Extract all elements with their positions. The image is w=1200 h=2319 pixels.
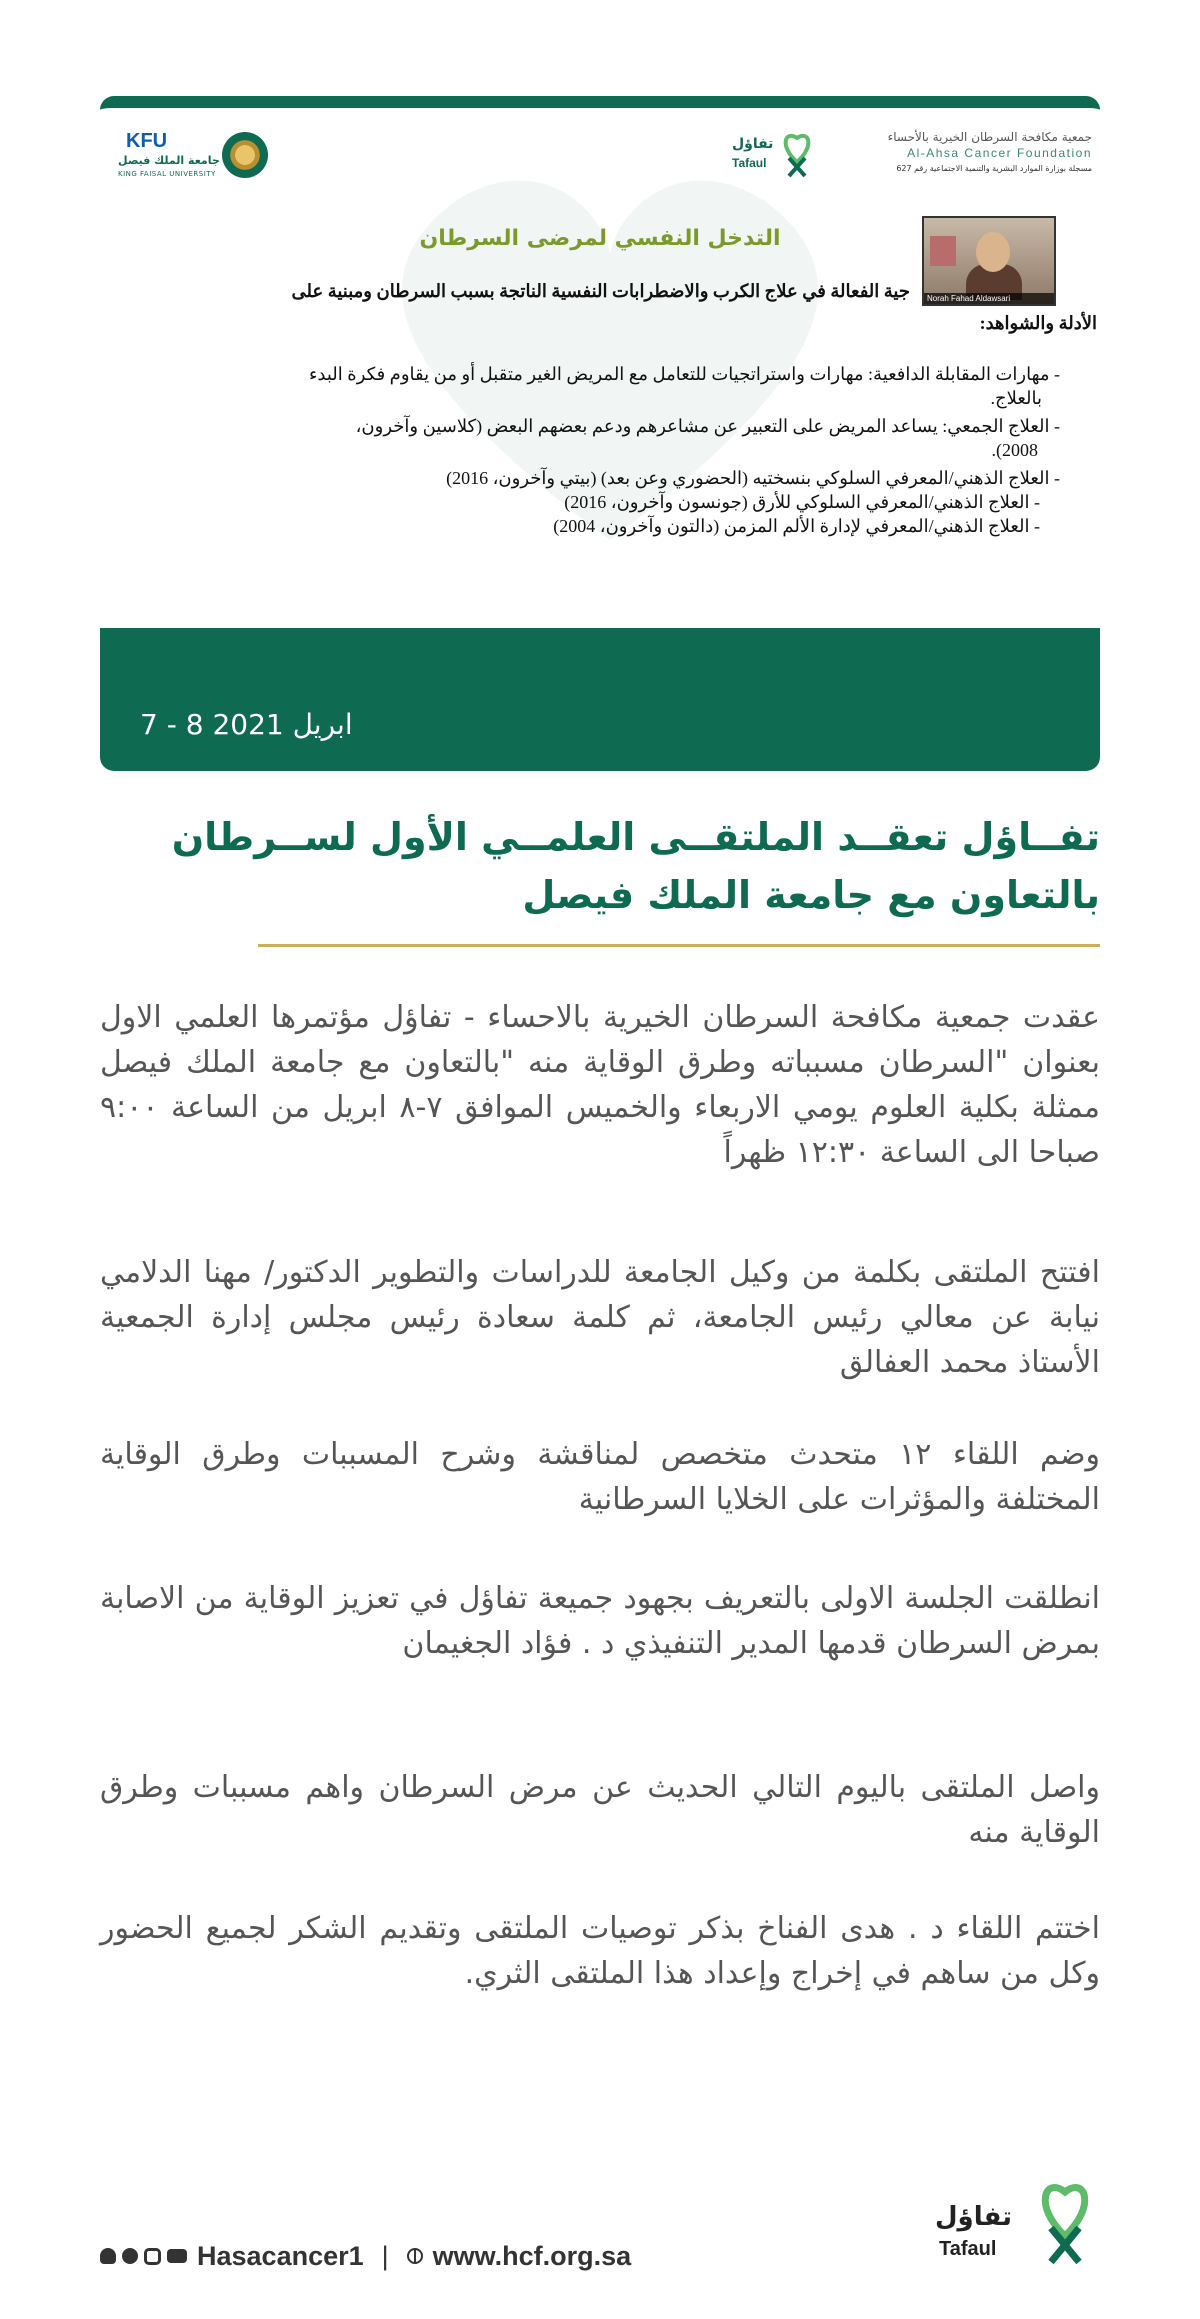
slide-title: التدخل النفسي لمرضى السرطان — [419, 226, 781, 251]
hcf-logo — [732, 128, 1092, 198]
snapchat-icon[interactable] — [100, 2248, 116, 2264]
bullet-item: - مهارات المقابلة الدافعية: مهارات واستراتجيات للتعامل مع المريض الغير متقبل أو من يقاوم فكرة البدء — [308, 364, 1060, 384]
bullet-item-continuation: بالعلاج. — [990, 388, 1042, 408]
footer-logo-arabic: تفاؤل — [935, 2202, 1012, 2232]
hcf-tafaul-english: Tafaul — [732, 156, 767, 170]
footer-separator: | — [381, 2240, 389, 2271]
hcf-tafaul-arabic: تفاؤل — [732, 136, 774, 152]
website-link[interactable]: www.hcf.org.sa — [432, 2240, 632, 2271]
article-headline-line-1: تفــاؤل تعقــد الملتقــى العلمــي الأول لســرطان — [171, 815, 1100, 859]
slide-intro-line-2: الأدلة والشواهد: — [979, 313, 1097, 333]
footer-logo-english: Tafaul — [939, 2238, 997, 2260]
instagram-icon[interactable] — [144, 2248, 161, 2265]
article-paragraph: وضم اللقاء ١٢ متحدث متخصص لمناقشة وشرح المسببات وطرق الوقاية المختلفة والمؤثرات على الخلايا السرطانية — [100, 1437, 1100, 1517]
bullet-item: - العلاج الذهني/المعرفي لإدارة الألم المزمن (دالتون وآخرون، 2004) — [553, 516, 1040, 536]
article-headline-line-2: بالتعاون مع جامعة الملك فيصل — [522, 873, 1100, 917]
slide-date-band — [100, 628, 1100, 771]
webinar-slide — [100, 96, 1100, 771]
kfu-name-english: KING FAISAL UNIVERSITY — [118, 170, 216, 178]
slide-intro-line: جية الفعالة في علاج الكرب والاضطرابات النفسية الناتجة بسبب السرطان ومبنية على — [291, 281, 910, 301]
bullet-item-continuation: 2008). — [991, 440, 1038, 460]
article-paragraph: اختتم اللقاء د . هدى الفناخ بذكر توصيات الملتقى وتقديم الشكر لجميع الحضور وكل من ساهم في إخراج وإعداد هذا الملتقى الثري. — [100, 1911, 1100, 1991]
speaker-name-label: Norah Fahad Aldawsari — [924, 293, 1054, 304]
hcf-name-english: Al-Ahsa Cancer Foundation — [907, 146, 1092, 160]
ribbon-icon — [777, 132, 817, 178]
article-paragraph: عقدت جمعية مكافحة السرطان الخيرية بالاحساء - تفاؤل مؤتمرها العلمي الاول بعنوان "السرطان مسبباته وطرق الوقاية منه "بالتعاون مع جامعة الملك فيصل ممثلة بكلية العلوم يومي الاربعاء والخميس الموافق ٧-٨ ابريل من الساعة ٩:٠٠ صباحا الى الساعة ١٢:٣٠ ظهراً — [100, 1000, 1100, 1170]
kfu-logo — [118, 128, 268, 198]
kfu-seal-icon — [222, 132, 268, 178]
speaker-avatar — [976, 232, 1010, 272]
footer-tafaul-logo — [935, 2180, 1100, 2270]
ribbon-icon — [1031, 2180, 1099, 2264]
twitter-icon[interactable] — [122, 2248, 138, 2264]
article-paragraph: افتتح الملتقى بكلمة من وكيل الجامعة للدراسات والتطوير الدكتور/ مهنا الدلامي نيابة عن معالي رئيس الجامعة، ثم كلمة سعادة رئيس مجلس إدارة الجمعية الأستاذ محمد العفالق — [100, 1255, 1100, 1380]
hcf-registration: مسجلة بوزارة الموارد البشرية والتنمية الاجتماعية رقم 627 — [896, 164, 1092, 173]
social-icons — [100, 2248, 187, 2265]
social-handle[interactable]: Hasacancer1 — [197, 2240, 364, 2271]
speaker-video-thumbnail — [922, 216, 1056, 306]
headline-divider — [258, 944, 1100, 947]
kfu-name-arabic: جامعة الملك فيصل — [118, 154, 220, 167]
article-paragraph: واصل الملتقى باليوم التالي الحديث عن مرض السرطان واهم مسببات وطرق الوقاية منه — [100, 1770, 1100, 1850]
event-date: 7 - 8 ابريل 2021 — [140, 708, 353, 741]
bullet-item: - العلاج الجمعي: يساعد المريض على التعبير عن مشاعرهم ودعم بعضهم البعض (كلاسين وآخرون، — [355, 416, 1060, 436]
youtube-icon[interactable] — [167, 2249, 187, 2263]
book-icon — [930, 236, 956, 266]
hcf-name-arabic: جمعية مكافحة السرطان الخيرية بالأحساء — [887, 130, 1092, 144]
bullet-item: - العلاج الذهني/المعرفي السلوكي للأرق (جونسون وآخرون، 2016) — [564, 492, 1040, 512]
globe-icon — [407, 2248, 423, 2264]
article-paragraph: انطلقت الجلسة الاولى بالتعريف بجهود جميعة تفاؤل في تعزيز الوقاية من الاصابة بمرض السرطان قدمها المدير التنفيذي د . فؤاد الجغيمان — [100, 1581, 1100, 1661]
footer-links — [100, 2238, 631, 2274]
kfu-abbreviation: KFU — [126, 130, 168, 152]
bullet-item: - العلاج الذهني/المعرفي السلوكي بنسختيه (الحضوري وعن بعد) (بيتي وآخرون، 2016) — [446, 468, 1060, 488]
